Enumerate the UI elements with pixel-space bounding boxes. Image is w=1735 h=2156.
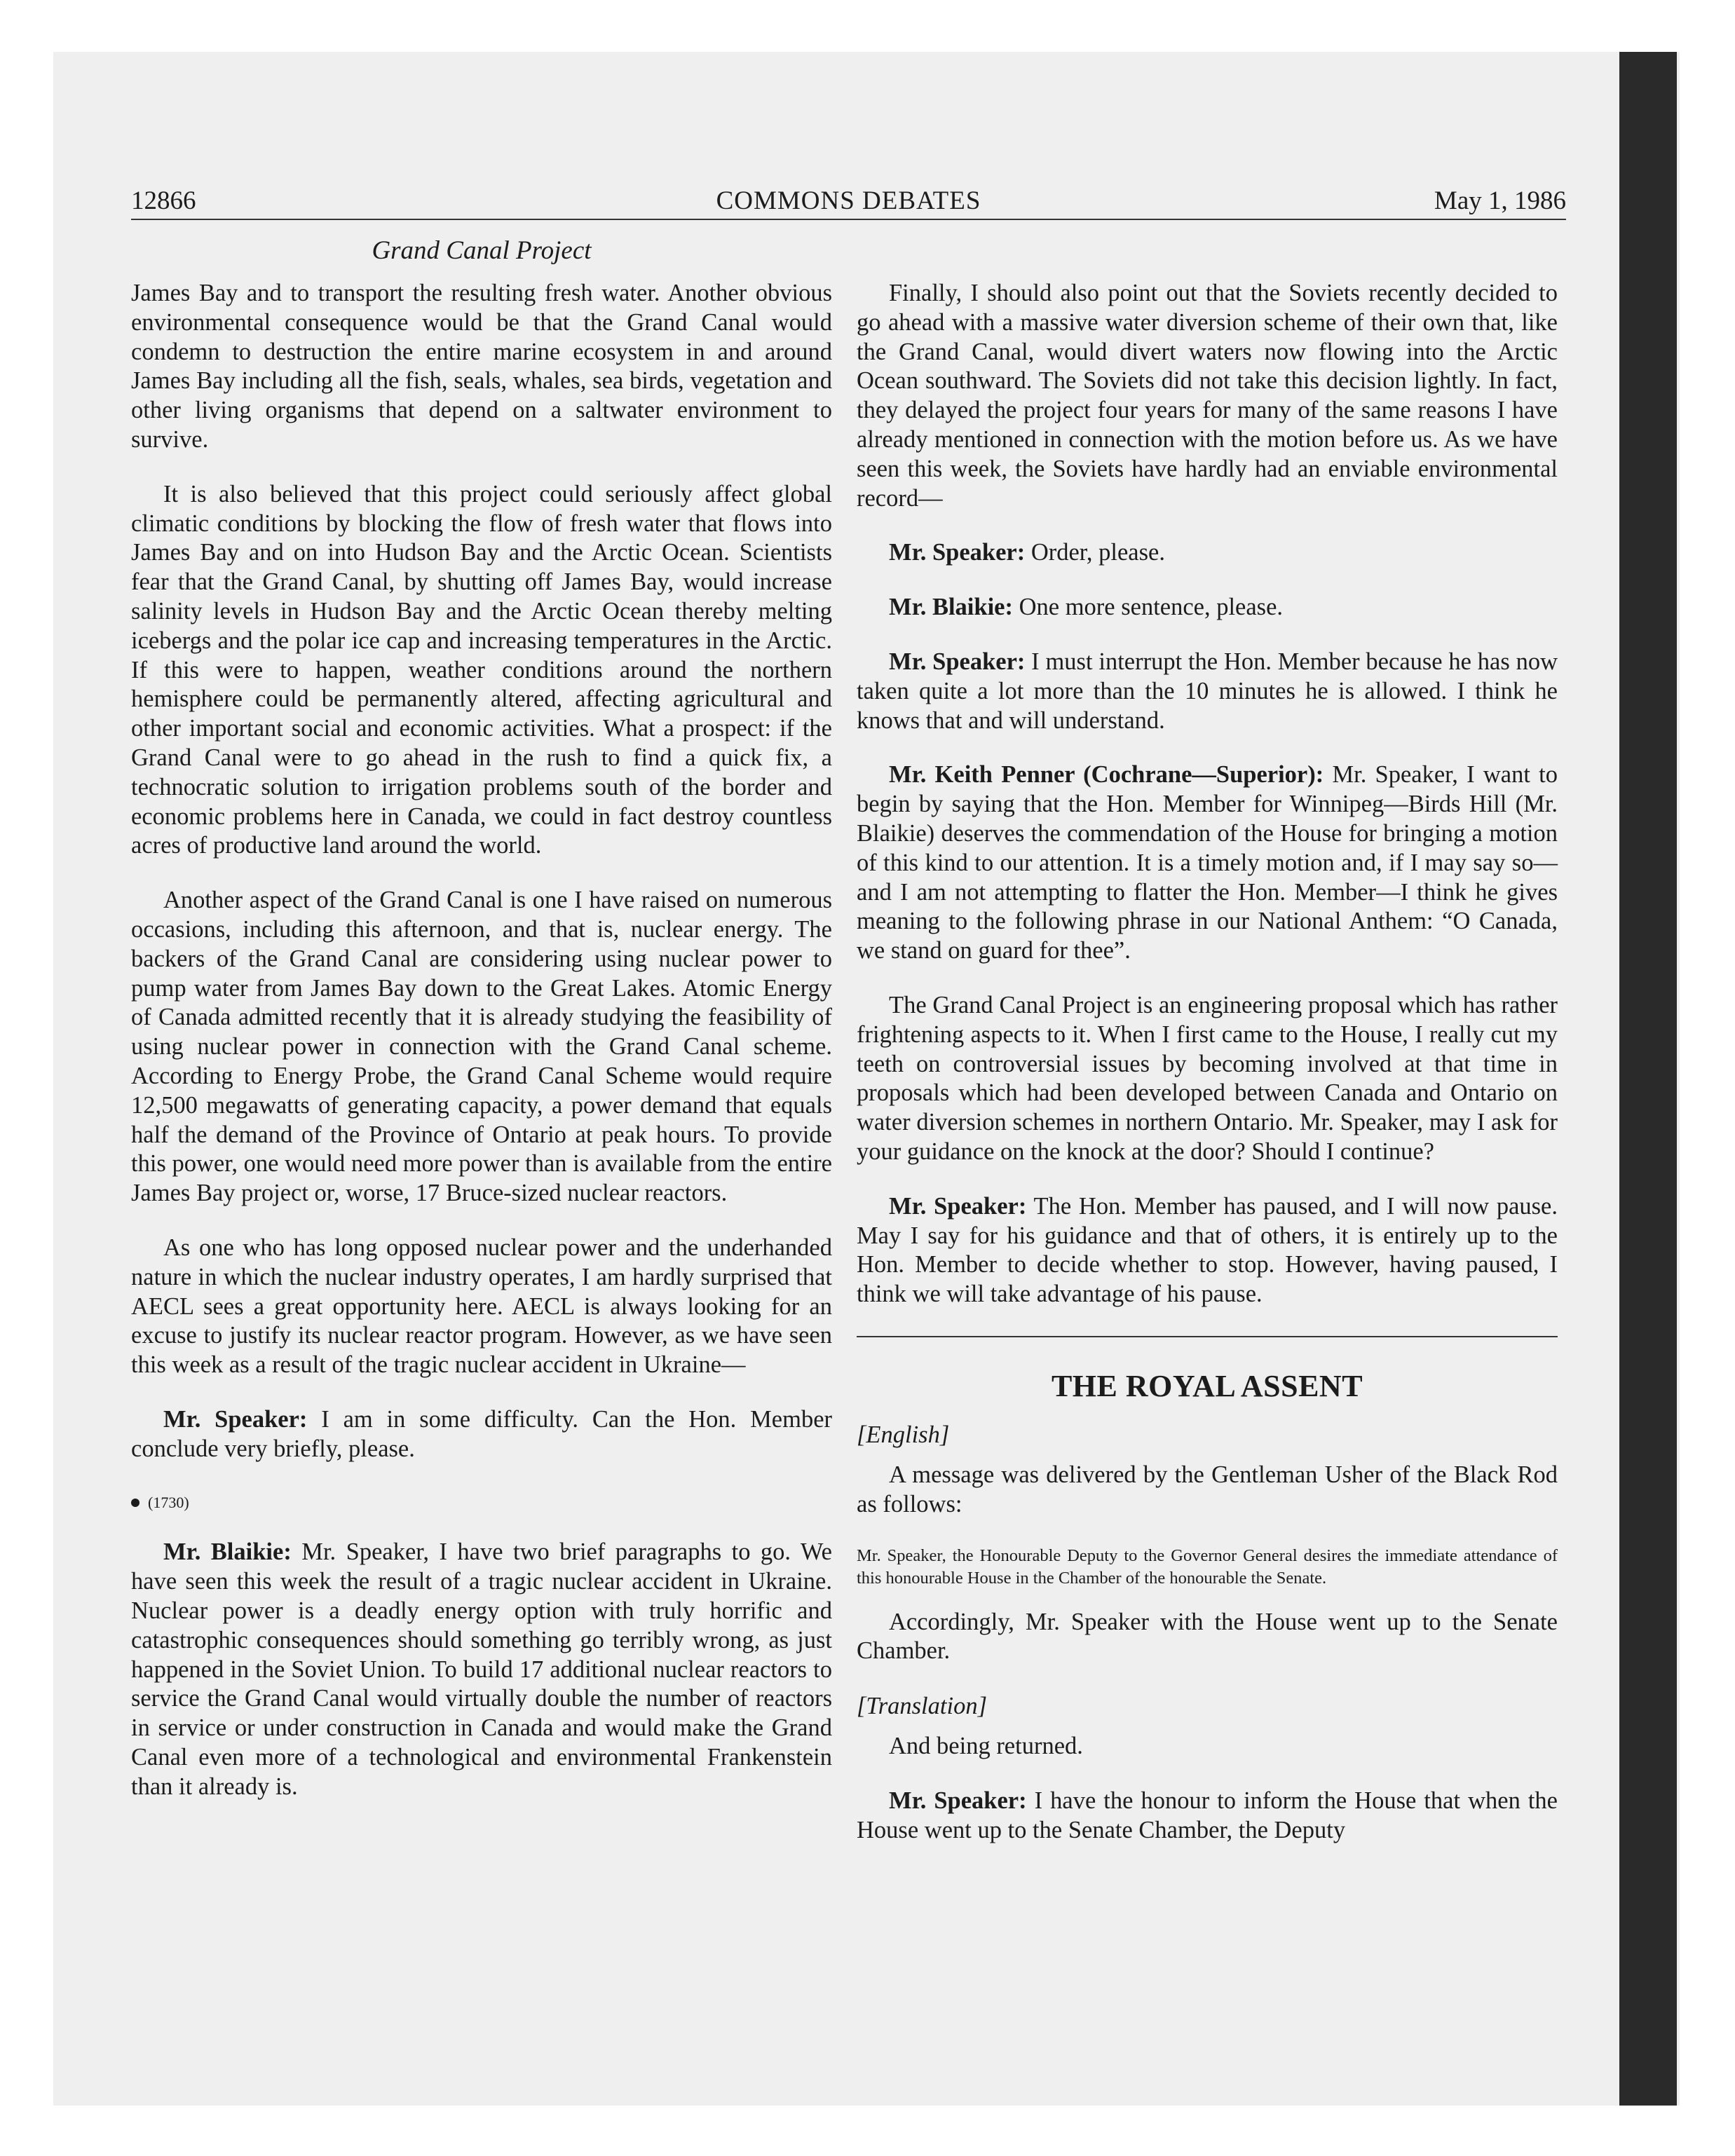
time-stamp: (1730) bbox=[148, 1494, 189, 1512]
speaker-name: Mr. Speaker: bbox=[889, 539, 1026, 566]
paragraph: James Bay and to transport the resulting fresh water. Another obvious environmental consequence would be that the Grand Canal would condemn to destruction the entire marine ecosystem in and around James Bay including all the fish, seals, whales, sea birds, vegetation and other living organisms that depend on a saltwater environment to survive. bbox=[131, 280, 832, 453]
speaker-name: Mr. Blaikie: bbox=[889, 594, 1013, 621]
message-quote: Mr. Speaker, the Honourable Deputy to the Governor General desires the immediate attendance of this honourable House in the Chamber of the honourable the Senate. bbox=[857, 1546, 1558, 1588]
speaker-name: Mr. Keith Penner (Cochrane—Superior): bbox=[889, 761, 1324, 789]
speaker-name: Mr. Speaker: bbox=[889, 1787, 1027, 1814]
speech-text: Order, please. bbox=[1025, 539, 1165, 566]
speech-paragraph bbox=[857, 648, 1558, 735]
right-column bbox=[857, 279, 1558, 1870]
paragraph: Accordingly, Mr. Speaker with the House went up to the Senate Chamber. bbox=[857, 1608, 1558, 1665]
speech-paragraph bbox=[857, 1192, 1558, 1309]
publication-title: COMMONS DEBATES bbox=[716, 186, 981, 215]
speaker-name: Mr. Blaikie: bbox=[163, 1538, 292, 1566]
language-marker: [Translation] bbox=[857, 1693, 987, 1720]
speech-paragraph bbox=[857, 593, 1558, 622]
speech-text: I am in some difficulty. Can the Hon. Member conclude very briefly, please. bbox=[131, 1405, 833, 1462]
paragraph: And being returned. bbox=[889, 1733, 1083, 1760]
paragraph: Another aspect of the Grand Canal is one I have raised on numerous occasions, including this afternoon, and that is, nuclear energy. The backers of the Grand Canal are considering using nuclear power to pump water from James Bay down to the Great Lakes. Atomic Energy of Canada admitted recently that it is already studying the feasibility of using nuclear power in connection with the Grand Canal scheme. According to Energy Probe, the Grand Canal Scheme would require 12,500 megawatts of generating capacity, a power demand that equals half the demand of the Province of Ontario at peak hours. To provide this power, one would need more power than is available from the entire James Bay project or, worse, 17 Bruce-sized nuclear reactors. bbox=[131, 887, 832, 1207]
speech-text: Mr. Speaker, I want to begin by saying that the Hon. Member for Winnipeg—Birds Hill (Mr. Blaikie) deserves the commendation of the House for bringing a motion of this kind to our attention. It is a timely motion and, if I may say so—and I am not attempting to flatter the Hon. Member—I think he gives meaning to the following phrase in our National Anthem: “O Canada, we stand on guard for thee”. bbox=[857, 761, 1558, 964]
speech-text: The Hon. Member has paused, and I will now pause. May I say for his guidance and that of others, it is entirely up to the Hon. Member to decide whether to stop. However, having paused, I think we will take advantage of his pause. bbox=[857, 1192, 1558, 1308]
paragraph: The Grand Canal Project is an engineering proposal which has rather frightening aspects to it. When I first came to the House, I really cut my teeth on controversial issues by becoming involved at that time in proposals which had been developed between Canada and Ontario on water diversion schemes in northern Ontario. Mr. Speaker, may I ask for your guidance on the knock at the door? Should I continue? bbox=[857, 991, 1558, 1165]
running-head: Grand Canal Project bbox=[372, 236, 592, 265]
speaker-name: Mr. Speaker: bbox=[163, 1405, 308, 1433]
paragraph: It is also believed that this project could seriously affect global climatic conditions by blocking the flow of fresh water that flows into James Bay and on into Hudson Bay and the Arctic Ocean. Scientists fear that the Grand Canal, by shutting off James Bay, would increase salinity levels in Hudson Bay and the Arctic Ocean thereby melting icebergs and the polar ice cap and increasing temperatures in the Arctic. If this were to happen, weather conditions around the northern hemisphere could be permanently altered, affecting agricultural and other important social and economic activities. What a prospect: if the Grand Canal were to go ahead in the rush to find a quick fix, a technocratic solution to irrigation problems south of the border and economic problems here in Canada, we could in fact destroy countless acres of productive land around the world. bbox=[131, 480, 832, 859]
paragraph: A message was delivered by the Gentleman Usher of the Black Rod as follows: bbox=[857, 1461, 1558, 1517]
speech-text: I must interrupt the Hon. Member because he has now taken quite a lot more than the 10 minutes he is allowed. I think he knows that and will understand. bbox=[857, 648, 1558, 734]
section-heading: THE ROYAL ASSENT bbox=[1051, 1368, 1363, 1403]
speaker-name: Mr. Speaker: bbox=[889, 648, 1026, 675]
left-column bbox=[131, 279, 832, 1827]
speech-paragraph bbox=[857, 760, 1558, 966]
speech-text: Mr. Speaker, I have two brief paragraphs to go. We have seen this week the result of a tragic nuclear accident in Ukraine. Nuclear power is a deadly energy option with truly horrific and catastrophic consequences should something go terribly wrong, as just happened in the Soviet Union. To build 17 additional nuclear reactors to service the Grand Canal would virtually double the number of reactors in service or under construction in Canada and would make the Grand Canal even more of a technological and environmental Frankenstein than it already is. bbox=[131, 1538, 832, 1800]
time-marker bbox=[131, 1489, 832, 1517]
section-divider bbox=[857, 1336, 1558, 1337]
scan-edge-shadow bbox=[1619, 52, 1677, 2106]
speech-text: I have the honour to inform the House that when the House went up to the Senate Chamber, the Deputy bbox=[857, 1787, 1558, 1843]
speech-text: One more sentence, please. bbox=[1012, 594, 1284, 621]
speech-paragraph bbox=[857, 1787, 1558, 1845]
page-number: 12866 bbox=[131, 186, 196, 215]
speech-paragraph bbox=[131, 1538, 832, 1801]
language-marker: [English] bbox=[857, 1421, 950, 1448]
bullet-icon bbox=[131, 1499, 140, 1507]
paragraph: As one who has long opposed nuclear power and the underhanded nature in which the nuclear industry operates, I am hardly surprised that AECL sees a great opportunity here. AECL is always looking for an excuse to justify its nuclear reactor program. However, as we have seen this week as a result of the tragic nuclear accident in Ukraine— bbox=[131, 1234, 832, 1379]
speech-paragraph bbox=[857, 538, 1558, 568]
speaker-name: Mr. Speaker: bbox=[889, 1192, 1027, 1220]
paragraph: Finally, I should also point out that the Soviets recently decided to go ahead with a massive water diversion scheme of their own that, like the Grand Canal, would divert waters now flowing into the Arctic Ocean southward. The Soviets did not take this decision lightly. In fact, they delayed the project four years for many of the same reasons I have already mentioned in connection with the motion before us. As we have seen this week, the Soviets have hardly had an enviable environmental record— bbox=[857, 280, 1558, 512]
speech-paragraph bbox=[131, 1405, 832, 1464]
publication-date: May 1, 1986 bbox=[1434, 186, 1566, 215]
page-header bbox=[131, 184, 1566, 220]
